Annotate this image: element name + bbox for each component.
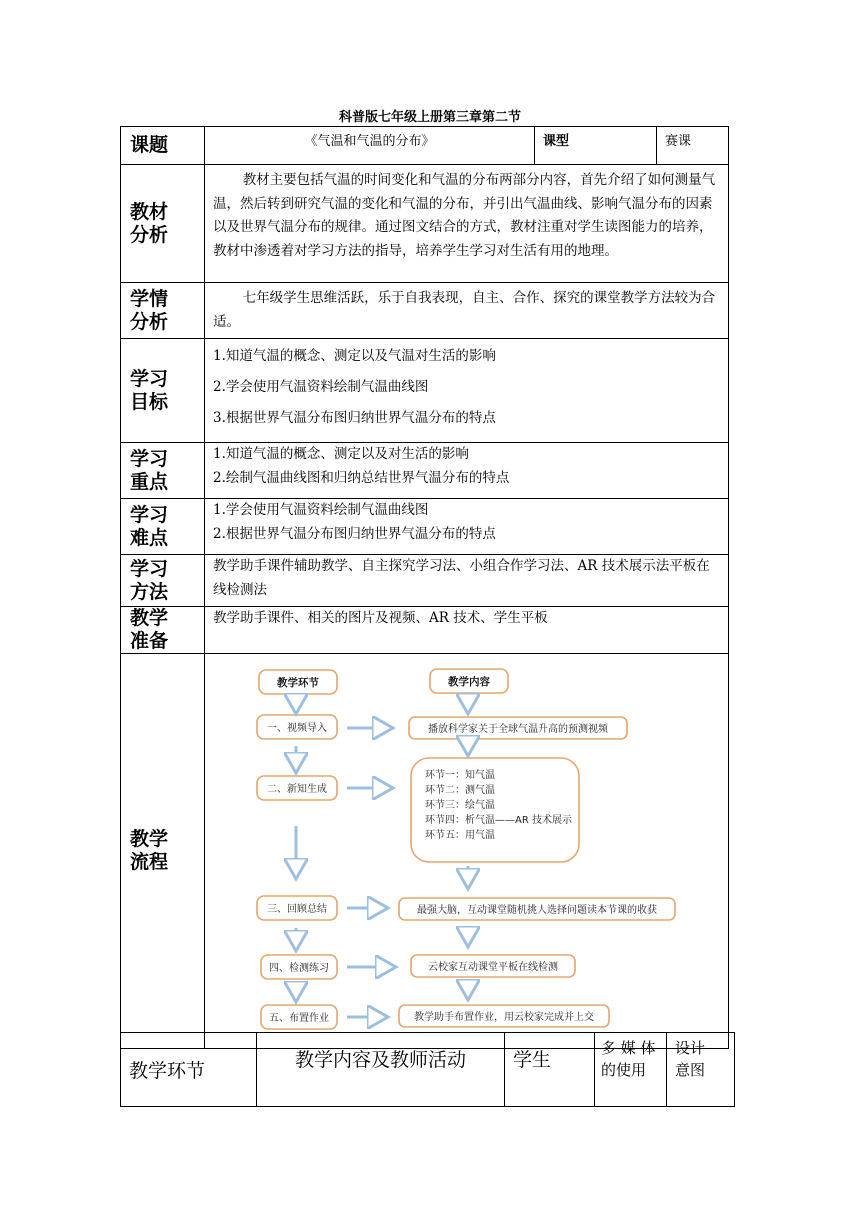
topic-label: 课题 — [121, 127, 205, 165]
step-text-5: 五、布置作业 — [269, 1013, 329, 1024]
keypoints-label: 学习 重点 — [121, 443, 205, 499]
goals-label: 学习 目标 — [121, 339, 205, 443]
content-subitem: 环节一：知气温 — [425, 770, 495, 781]
students-label: 学情 分析 — [121, 283, 205, 339]
difficulty-item: 1.学会使用气温资料绘制气温曲线图 — [213, 502, 429, 518]
content-subitem: 环节三：绘气温 — [425, 800, 495, 811]
row-flow — [121, 654, 729, 1049]
difficulties-label: 学习 难点 — [121, 499, 205, 555]
header-content-text: 教学内容 — [448, 676, 490, 688]
type-label: 课型 — [535, 127, 657, 165]
col-steps: 教学环节 — [121, 1033, 257, 1107]
content-text-5: 教学助手布置作业，用云校家完成并上交 — [414, 1012, 594, 1023]
goal-item: 2.学会使用气温资料绘制气温曲线图 — [213, 379, 429, 395]
difficulty-item: 2.根据世界气温分布图归纳世界气温分布的特点 — [213, 525, 496, 542]
flow-label: 教学 流程 — [121, 654, 205, 1049]
row-material — [121, 165, 729, 283]
goal-item: 1.知道气温的概念、测定以及气温对生活的影响 — [213, 348, 496, 364]
row-difficulties — [121, 499, 729, 555]
content-text-1: 播放科学家关于全球气温升高的预测视频 — [428, 724, 608, 735]
step-text-2: 二、新知生成 — [267, 784, 327, 795]
row-preparation — [121, 607, 729, 654]
col-intent: 设计 意图 — [667, 1033, 735, 1107]
students-text: 七年级学生思维活跃，乐于自我表现，自主、合作、探究的课堂教学方法较为合适。 — [205, 283, 729, 339]
keypoint-item: 1.知道气温的概念、测定以及对生活的影响 — [213, 446, 469, 462]
methods-text: 教学助手课件辅助教学、自主探究学习法、小组合作学习法、AR 技术展示法平板在线检测法 — [205, 555, 729, 607]
row-goals — [121, 339, 729, 443]
col-students: 学生 — [505, 1033, 595, 1107]
flowchart-cell — [205, 654, 729, 1049]
content-text-3: 最强大脑，互动课堂随机挑人选择问题读本节课的收获 — [417, 905, 657, 916]
material-text: 教材主要包括气温的时间变化和气温的分布两部分内容，首先介绍了如何测量气温，然后转到研究气温的变化和气温的分布，并引出气温曲线、影响气温分布的因素以及世界气温分布的规律。通过图文结合的方式，教材注重对学生读图能力的培养，教材中渗透着对学习方法的指导，培养学生学习对生活有用的地理。 — [205, 165, 729, 283]
activity-table-header — [120, 1032, 735, 1107]
difficulties-list — [205, 499, 729, 555]
row-topic — [121, 127, 729, 165]
content-subitem: 环节二：测气温 — [425, 785, 495, 796]
goals-list — [205, 339, 729, 443]
step-text-4: 四、检测练习 — [269, 963, 329, 974]
content-text-4: 云校家互动课堂平板在线检测 — [428, 962, 558, 973]
content-subitem: 环节四：析气温——AR 技术展示 — [425, 815, 572, 826]
document-title: 科普版七年级上册第三章第二节 — [338, 110, 521, 125]
goal-item: 3.根据世界气温分布图归纳世界气温分布的特点 — [213, 410, 496, 426]
methods-label: 学习 方法 — [121, 555, 205, 607]
keypoint-item: 2.绘制气温曲线图和归纳总结世界气温分布的特点 — [213, 469, 510, 486]
col-content: 教学内容及教师活动 — [257, 1033, 505, 1107]
topic-value: 《气温和气温的分布》 — [205, 127, 535, 165]
lesson-plan-table — [120, 126, 729, 1049]
material-label: 教材 分析 — [121, 165, 205, 283]
step-text-3: 三、回顾总结 — [267, 904, 327, 915]
type-value: 赛课 — [657, 127, 729, 165]
preparation-text: 教学助手课件、相关的图片及视频、AR 技术、学生平板 — [205, 607, 729, 654]
keypoints-list — [205, 443, 729, 499]
row-methods — [121, 555, 729, 607]
col-media: 多 媒 体 的使用 — [595, 1033, 667, 1107]
row-keypoints — [121, 443, 729, 499]
row-students — [121, 283, 729, 339]
step-text-1: 一、视频导入 — [267, 723, 327, 734]
preparation-label: 教学 准备 — [121, 607, 205, 654]
content-subitem: 环节五：用气温 — [425, 830, 495, 841]
flowchart — [205, 654, 727, 1044]
header-steps-text: 教学环节 — [277, 677, 319, 689]
